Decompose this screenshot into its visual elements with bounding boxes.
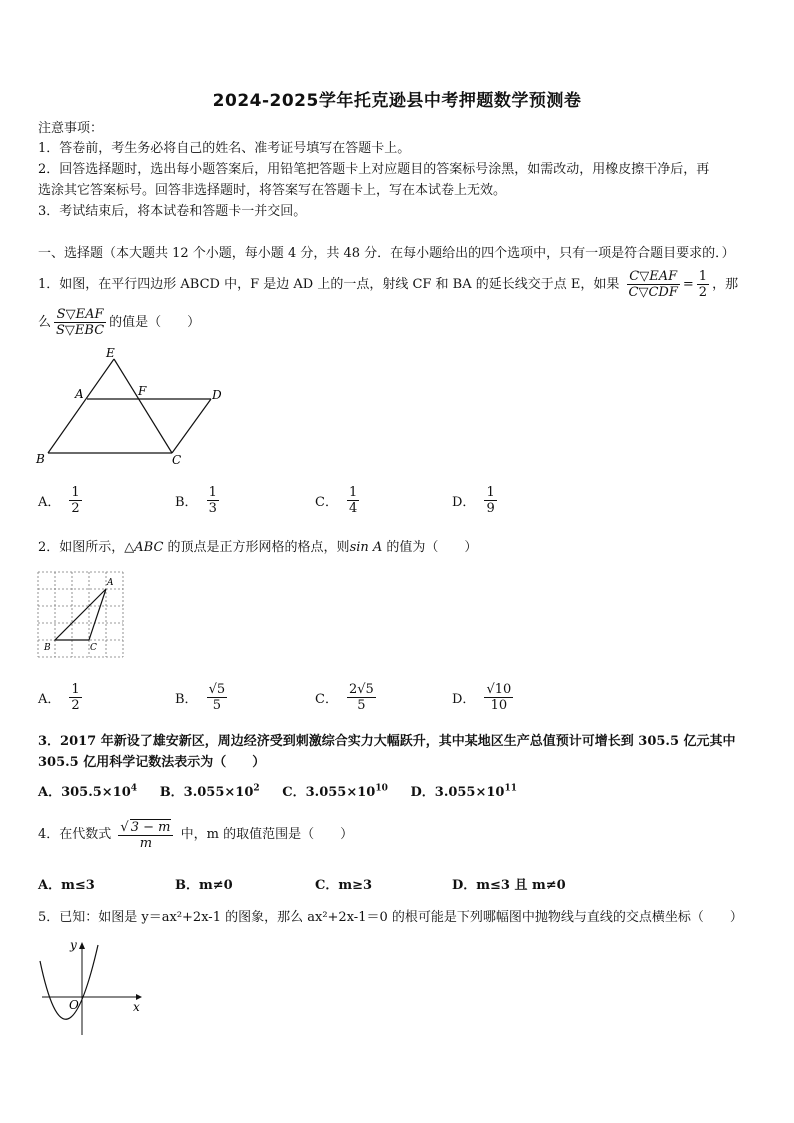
q4-option-d[interactable]: D．m≤3 且 m≠0 — [452, 878, 566, 893]
q2-grid-figure — [36, 570, 128, 662]
q1-eq: = — [682, 277, 694, 292]
q1-option-c[interactable]: C． $\frac{1}{4}$ — [315, 485, 358, 516]
q1-label-f: F — [138, 384, 147, 398]
q2-option-a[interactable]: A． $\frac{1}{2}$ — [38, 682, 80, 713]
q1-stem-line2 — [38, 306, 200, 340]
page-title: 2024-2025学年托克逊县中考押题数学预测卷 — [212, 91, 582, 111]
q3-option-c[interactable]: C．$3.055\times 10^{10}$ — [282, 784, 388, 801]
q5-y-arrow — [79, 942, 85, 949]
q2-label-a: A — [107, 578, 114, 588]
q1-cond-num: C▽EAF — [627, 269, 680, 285]
q2-option-b[interactable]: B． $\frac{√5}{5}$ — [175, 682, 226, 713]
q2-stem: 2．如图所示，△ABC 的顶点是正方形网格的格点，则sin A 的值为（ ） — [38, 540, 478, 555]
q1-parallelogram-figure — [34, 345, 229, 470]
q1-text-c: 么 — [38, 315, 52, 330]
q1-label-b: B — [36, 452, 45, 466]
q3-option-d[interactable]: D．$3.055\times 10^{11}$ — [410, 784, 517, 801]
q5-label-y: y — [70, 938, 77, 952]
section-heading: 一、选择题（本大题共 12 个小题，每小题 4 分，共 48 分．在每小题给出的四个选项中，只有一项是符合题目要求的．） — [38, 246, 735, 261]
q2-option-d[interactable]: D． $\frac{√10}{10}$ — [452, 682, 512, 713]
q1-line-ec — [114, 359, 172, 453]
q5-label-x: x — [133, 1000, 140, 1014]
q1-text-d: 的值是（ ） — [109, 315, 201, 330]
q5-stem: 5．已知：如图是 y＝ax²+2x-1 的图象，那么 ax²+2x-1＝0 的根可能是下列哪幅图中抛物线与直线的交点横坐标（ ） — [38, 910, 743, 925]
q4-option-b[interactable]: B．m≠0 — [175, 878, 233, 893]
q1-label-e: E — [106, 346, 115, 360]
q3-option-b[interactable]: B．$3.055\times 10^2$ — [159, 784, 260, 801]
q1-ask-fraction — [54, 307, 106, 338]
q1-label-d: D — [212, 388, 222, 402]
notice-item-3: 3．考试结束后，将本试卷和答题卡一并交回。 — [38, 204, 307, 219]
q1-option-a[interactable]: A． $\frac{1}{2}$ — [38, 485, 80, 516]
notice-item-2: 2．回答选择题时，选出每小题答案后，用铅笔把答题卡上对应题目的答案标号涂黑，如需改动，用橡皮擦干净后，再 — [38, 162, 710, 177]
q4-option-c[interactable]: C．m≥3 — [315, 878, 373, 893]
q4-fraction: $\frac{√ 3 - m}{m}$ — [118, 819, 173, 851]
q1-label-a: A — [75, 387, 84, 401]
q3-stem-line1: 3．2017 年新设了雄安新区，周边经济受到刺激综合实力大幅跃升，其中某地区生产总值预计可增长到 305.5 亿元其中 — [38, 734, 736, 749]
q1-text-a: 1．如图，在平行四边形 ABCD 中，F 是边 AD 上的一点，射线 CF 和 BA 的延长线交于点 E，如果 — [38, 277, 620, 292]
q3-option-a[interactable]: A．$305.5\times 10^4$ — [38, 784, 138, 801]
q1-line-be — [48, 359, 114, 453]
q1-half-num: 1 — [698, 269, 708, 284]
q2-option-c[interactable]: C． $\frac{2√5}{5}$ — [315, 682, 374, 713]
q1-stem-line1 — [38, 268, 738, 302]
q4-option-a[interactable]: A．m≤3 — [38, 878, 95, 893]
q1-cond-den: C▽CDF — [628, 285, 678, 300]
q5-parabola-figure — [36, 935, 146, 1040]
q4-stem: 4．在代数式 $\frac{√ 3 - m}{m}$ 中，m 的取值范围是（ ） — [38, 819, 354, 851]
q3-options — [38, 780, 517, 802]
q2-label-c: C — [90, 643, 97, 653]
q1-ask-num: S▽EAF — [54, 307, 106, 323]
notice-item-1: 1．答卷前，考生务必将自己的姓名、准考证号填写在答题卡上。 — [38, 141, 411, 156]
q1-option-b[interactable]: B． $\frac{1}{3}$ — [175, 485, 217, 516]
q2-triangle: △ABC — [124, 540, 164, 555]
q3-stem-line2: 305.5 亿用科学记数法表示为（ ） — [38, 755, 266, 770]
q2-sin: sin A — [349, 540, 383, 555]
q1-line-dc — [172, 399, 211, 453]
q2-label-b: B — [44, 643, 51, 653]
q1-text-b: ，那 — [712, 277, 739, 292]
q5-label-origin: O — [69, 998, 79, 1012]
q1-half-den: 2 — [698, 285, 708, 300]
notice-item-2-cont: 选涂其它答案标号。回答非选择题时，将答案写在答题卡上，写在本试卷上无效。 — [38, 183, 507, 198]
q1-option-d[interactable]: D． $\frac{1}{9}$ — [452, 485, 495, 516]
q4-radicand: 3 − m — [130, 819, 171, 835]
q1-condition-fraction — [627, 269, 680, 300]
q1-label-c: C — [172, 453, 182, 467]
q4-den: m — [139, 835, 153, 851]
q1-ask-den: S▽EBC — [56, 323, 105, 338]
q1-half-fraction — [697, 269, 709, 300]
q2-triangle-shape — [55, 589, 106, 640]
notice-heading: 注意事项： — [38, 121, 104, 136]
